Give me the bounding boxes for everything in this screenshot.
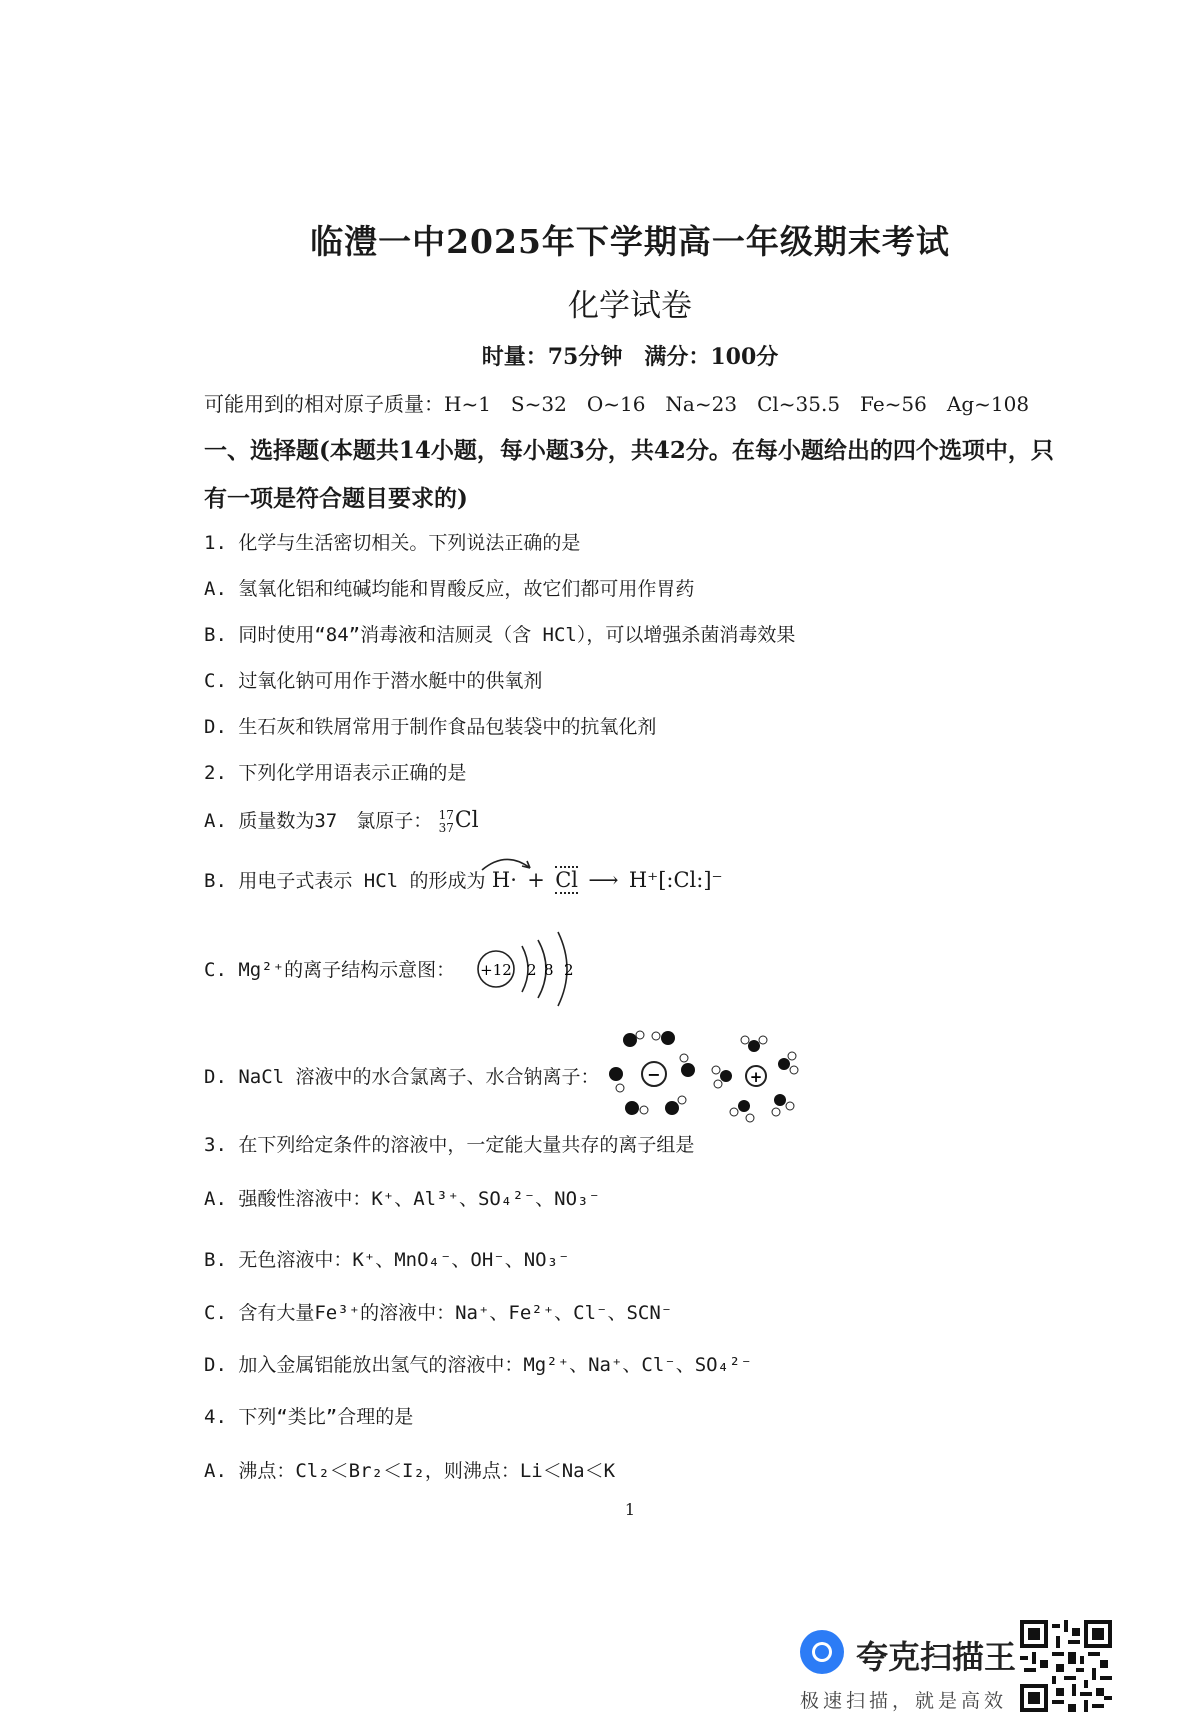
- q1-option-c: C. 过氧化钠可用作于潜水艇中的供氧剂: [204, 670, 543, 692]
- q4-stem: 4. 下列“类比”合理的是: [204, 1406, 414, 1428]
- hydrated-sodium-ion: [712, 1036, 798, 1122]
- q2-option-d-text: D. NaCl 溶液中的水合氯离子、水合钠离子：: [204, 1066, 600, 1088]
- shell-2-electrons: 8: [544, 961, 554, 979]
- electron-formula-cl: Cl: [555, 868, 578, 892]
- electron-formula-h: H·: [491, 868, 517, 892]
- mg-ion-structure-diagram: [470, 924, 580, 1014]
- electron-formula-product: H⁺[:Cl:]⁻: [628, 868, 723, 892]
- q3-option-d: D. 加入金属铝能放出氢气的溶液中：Mg²⁺、Na⁺、Cl⁻、SO₄²⁻: [204, 1354, 752, 1376]
- q1-option-d: D. 生石灰和铁屑常用于制作食品包装袋中的抗氧化剂: [204, 716, 657, 738]
- brand-name: 夸克扫描王: [856, 1638, 1017, 1676]
- sodium-sign: +: [749, 1068, 763, 1086]
- q2-option-b: [204, 866, 723, 893]
- q4-option-a: A. 沸点：Cl₂＜Br₂＜I₂，则沸点：Li＜Na＜K: [204, 1460, 616, 1482]
- nucleus-charge: +12: [480, 961, 512, 979]
- exam-timing: 时量：75分钟 满分：100分: [481, 344, 779, 370]
- nuclide-notation: [439, 809, 454, 835]
- shell-1-electrons: 2: [527, 961, 537, 979]
- section-heading-line2: 有一项是符合题目要求的): [204, 485, 468, 512]
- page-number: 1: [624, 1500, 636, 1519]
- q2-option-b-text: B. 用电子式表示 HCl 的形成为: [204, 870, 486, 892]
- q2-option-a-text: A. 质量数为37 氯原子：: [204, 810, 433, 832]
- q2-option-c-text: C. Mg²⁺的离子结构示意图：: [204, 959, 456, 981]
- exam-title: 临澧一中2025年下学期高一年级期末考试: [310, 222, 950, 261]
- nuclide-bottom-number: 37: [438, 820, 454, 835]
- q2-stem: 2. 下列化学用语表示正确的是: [204, 762, 467, 784]
- q3-option-c: C. 含有大量Fe³⁺的溶液中：Na⁺、Fe²⁺、Cl⁻、SCN⁻: [204, 1302, 673, 1324]
- chloride-sign: −: [647, 1065, 661, 1084]
- shell-3-electrons: 2: [564, 961, 574, 979]
- brand-slogan: 极速扫描，就是高效: [800, 1690, 1008, 1712]
- nuclide-top-number: 17: [438, 807, 454, 822]
- electron-formula-arrow: ⟶: [588, 868, 619, 892]
- electron-formula-plus: +: [527, 868, 545, 892]
- q2-option-c: [204, 955, 455, 982]
- q3-option-a: A. 强酸性溶液中：K⁺、Al³⁺、SO₄²⁻、NO₃⁻: [204, 1188, 600, 1210]
- hydrated-ions-diagram: [604, 1026, 804, 1126]
- qr-code-icon: [1020, 1620, 1112, 1712]
- q2-option-d: [204, 1062, 600, 1089]
- q1-stem: 1. 化学与生活密切相关。下列说法正确的是: [204, 532, 581, 554]
- nuclide-symbol: Cl: [454, 808, 479, 833]
- hydrated-chloride-ion: [609, 1031, 695, 1115]
- q1-option-b: B. 同时使用“84”消毒液和洁厕灵（含 HCl），可以增强杀菌消毒效果: [204, 624, 796, 646]
- q2-option-a: [204, 806, 479, 835]
- q3-option-b: B. 无色溶液中：K⁺、MnO₄⁻、OH⁻、NO₃⁻: [204, 1249, 570, 1271]
- exam-subtitle: 化学试卷: [568, 288, 692, 324]
- electron-transfer-arrow: [478, 854, 538, 874]
- atomic-masses: 可能用到的相对原子质量：H~1 S~32 O~16 Na~23 Cl~35.5 Fe~56 Ag~108: [204, 392, 1030, 416]
- q1-option-a: A. 氢氧化铝和纯碱均能和胃酸反应，故它们都可用作胃药: [204, 578, 695, 600]
- quark-logo-icon: [800, 1630, 844, 1674]
- section-heading-line1: 一、选择题(本题共14小题，每小题3分，共42分。在每小题给出的四个选项中，只: [204, 437, 1054, 464]
- q3-stem: 3. 在下列给定条件的溶液中，一定能大量共存的离子组是: [204, 1134, 695, 1156]
